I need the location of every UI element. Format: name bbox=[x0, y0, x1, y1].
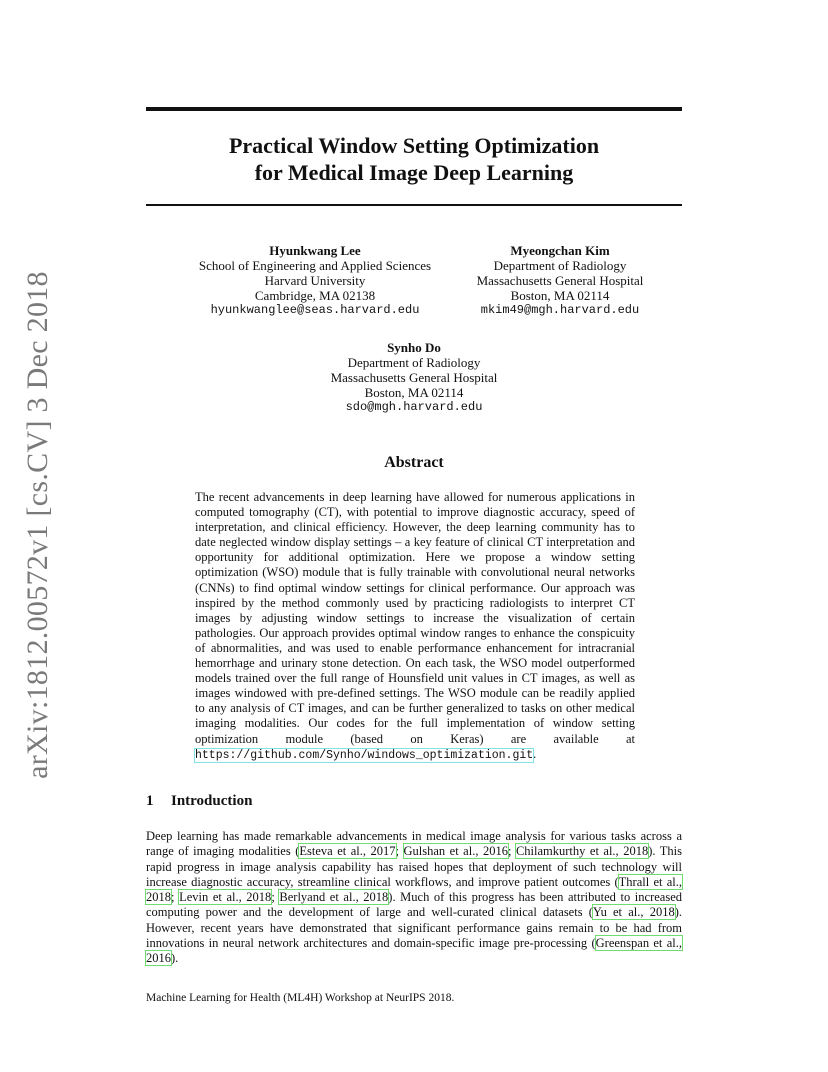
citation-link[interactable]: Yu et al., 2018 bbox=[592, 905, 675, 920]
author-name: Synho Do bbox=[387, 340, 441, 355]
author-email: sdo@mgh.harvard.edu bbox=[345, 400, 483, 414]
introduction-paragraph: Deep learning has made remarkable advancements in medical image analysis for various tasks across a range of imaging modalities (Esteva et al., 2017; Gulshan et al., 2016; Chilamkurthy et al., 2018). This rapid progress in image analysis capability has raised hopes that deployment of such technology will increase diagnostic accuracy, streamline clinical workflows, and improve patient outcomes (Thrall et al., 2018; Levin et al., 2018; Berlyand et al., 2018). Much of this progress has been attributed to increased computing power and the development of large and well-curated clinical datasets (Yu et al., 2018). However, recent years have demonstrated that significant performance gains remain to be had from innovations in neural network architectures and domain-specific image pre-processing (Greenspan et al., 2016). bbox=[146, 829, 682, 966]
paper-title: Practical Window Setting Optimization for Medical Image Deep Learning bbox=[228, 133, 600, 185]
citation-link[interactable]: Esteva et al., 2017 bbox=[299, 844, 396, 859]
author-email: hyunkwanglee@seas.harvard.edu bbox=[210, 303, 420, 317]
citation-link[interactable]: Greenspan et al., 2016 bbox=[146, 936, 682, 966]
author-block-lee bbox=[170, 243, 460, 318]
citation-link[interactable]: Berlyand et al., 2018 bbox=[279, 890, 389, 905]
author-name: Myeongchan Kim bbox=[510, 243, 610, 258]
author-affiliation: Massachusetts General Hospital bbox=[476, 273, 644, 288]
title-rule-top bbox=[146, 107, 682, 111]
citation-link[interactable]: Chilamkurthy et al., 2018 bbox=[515, 844, 649, 859]
author-affiliation: School of Engineering and Applied Sciences bbox=[198, 258, 432, 273]
author-block-kim bbox=[460, 243, 660, 318]
section-heading-introduction: 1 Introduction bbox=[146, 793, 253, 809]
title-rule-bottom bbox=[146, 204, 682, 206]
author-affiliation: Boston, MA 02114 bbox=[510, 288, 610, 303]
citation-link[interactable]: Levin et al., 2018 bbox=[179, 890, 272, 905]
code-repository-link[interactable]: https://github.com/Synho/windows_optimization.git bbox=[195, 748, 534, 762]
abstract-body: The recent advancements in deep learning have allowed for numerous applications in computed tomography (CT), with potential to improve diagnostic accuracy, speed of interpretation, and clinical efficiency. However, the deep learning community has to date neglected window display settings – a key feature of clinical CT interpretation and opportunity for additional optimization. Here we propose a window setting optimization (WSO) module that is fully trainable with convolutional neural networks (CNNs) to find optimal window settings for clinical performance. Our approach was inspired by the method commonly used by practicing radiologists to interpret CT images by adjusting window settings to increase the visualization of certain pathologies. Our approach provides optimal window ranges to enhance the conspicuity of abnormalities, and was used to enable performance enhancement for intracranial hemorrhage and urinary stone detection. On each task, the WSO model outperformed models trained over the full range of Hounsfield unit values in CT images, as well as images windowed with pre-defined settings. The WSO module can be readily applied to any analysis of CT images, and can be further generalized to tasks on other medical imaging modalities. Our codes for the full implementation of window setting optimization module (based on Keras) are available at https://github.com/Synho/windows_optimization.git. bbox=[195, 490, 635, 762]
author-affiliation: Cambridge, MA 02138 bbox=[254, 288, 376, 303]
citation-link[interactable]: Thrall et al., 2018 bbox=[146, 874, 682, 905]
author-affiliation: Department of Radiology bbox=[347, 355, 481, 370]
abstract-text: The recent advancements in deep learning have allowed for numerous applications in computed tomography (CT), with potential to improve diagnostic accuracy, speed of interpretation, and clinical efficiency. However, the deep learning community has to date neglected window display settings – a key feature of clinical CT interpretation and opportunity for additional optimization. Here we propose a window setting optimization (WSO) module that is fully trainable with convolutional neural networks (CNNs) to find optimal window settings for clinical performance. Our approach was inspired by the method commonly used by practicing radiologists to interpret CT images by adjusting window settings to increase the visualization of certain pathologies. Our approach provides optimal window ranges to enhance the conspicuity of abnormalities, and was used to enable performance enhancement for intracranial hemorrhage and urinary stone detection. On each task, the WSO model outperformed models trained over the full range of Hounsfield unit values in CT images, as well as images windowed with pre-defined settings. The WSO module can be readily applied to any analysis of CT images, and can be further generalized to tasks on other medical imaging modalities. Our codes for the full implementation of window setting optimization module (based on Keras) are available at bbox=[195, 490, 635, 746]
venue-footnote: Machine Learning for Health (ML4H) Workshop at NeurIPS 2018. bbox=[146, 992, 455, 1004]
citation-link[interactable]: Gulshan et al., 2016 bbox=[403, 844, 508, 859]
abstract-heading: Abstract bbox=[384, 454, 444, 471]
author-affiliation: Boston, MA 02114 bbox=[364, 385, 464, 400]
author-email: mkim49@mgh.harvard.edu bbox=[480, 303, 640, 317]
arxiv-identifier: arXiv:1812.00572v1 [cs.CV] 3 Dec 2018 bbox=[21, 271, 54, 779]
author-name: Hyunkwang Lee bbox=[269, 243, 361, 258]
author-affiliation: Department of Radiology bbox=[493, 258, 627, 273]
author-block-do bbox=[280, 340, 548, 415]
author-affiliation: Harvard University bbox=[264, 273, 366, 288]
author-affiliation: Massachusetts General Hospital bbox=[330, 370, 498, 385]
